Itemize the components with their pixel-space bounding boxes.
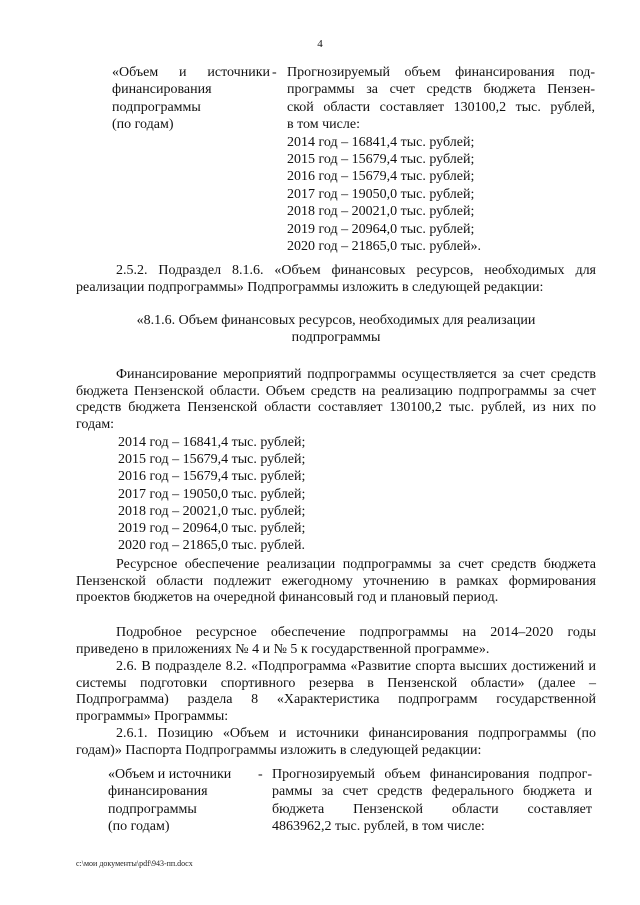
label-line: (по годам) [112, 117, 174, 133]
year-item: 2015 год – 15679,4 тыс. рублей; [118, 452, 306, 468]
value-line: программы за счет средств бюджета Пензен- [287, 82, 595, 98]
year-item: 2020 год – 21865,0 тыс. рублей. [118, 538, 305, 554]
passport-row-2-label [108, 766, 256, 836]
page-number: 4 [317, 38, 323, 50]
year-item: 2014 год – 16841,4 тыс. рублей; [118, 435, 306, 450]
paragraph-detailed: Подробное ресурсное обеспечение подпрограммы на 2014–2020 годы приведено в приложениях № 4 и № 5 к государственной программе». [76, 625, 596, 657]
value-line: раммы за счет средств федерального бюджета и [272, 784, 592, 800]
dash-separator: - [258, 767, 263, 782]
year-item: 2018 год – 20021,0 тыс. рублей; [118, 503, 306, 519]
label-line: подпрограммы [112, 99, 201, 115]
year-item: 2016 год – 15679,4 тыс. рублей; [118, 469, 306, 485]
value-line: 2017 год – 19050,0 тыс. рублей; [287, 186, 475, 202]
value-line: 2018 год – 20021,0 тыс. рублей; [287, 204, 475, 220]
paragraph-2-6-1: 2.6.1. Позицию «Объем и источники финансирования подпрограммы (по годам)» Паспорта Подпрограммы изложить в следующей редакции: [76, 726, 596, 758]
label-line: (по годам) [108, 819, 170, 835]
paragraph-resource: Ресурсное обеспечение реализации подпрограммы за счет средств бюджета Пензенской области подлежит ежегодному уточнению в рамках формирования проектов бюджетов на очередной финансовый год и плановый период. [76, 557, 596, 606]
label-line: подпрограммы [108, 801, 197, 817]
label-line: «Объем и источники [108, 767, 232, 782]
paragraph-2-6: 2.6. В подразделе 8.2. «Подпрограмма «Развитие спорта высших достижений и системы подготовки спортивного резерва в Пензенской области» (далее – Подпрограмма) раздела 8 «Характеристика подпрограмм государственной программы» Программы: [76, 659, 596, 724]
footer-file-path: c:\мои документы\pdf\943-пп.docx [76, 859, 193, 868]
value-line: в том числе: [287, 117, 360, 133]
value-line: 2020 год – 21865,0 тыс. рублей». [287, 239, 481, 255]
value-line: 2014 год – 16841,4 тыс. рублей; [287, 134, 475, 150]
value-line: 2015 год – 15679,4 тыс. рублей; [287, 152, 475, 168]
paragraph-2-5-2: 2.5.2. Подраздел 8.1.6. «Объем финансовых ресурсов, необходимых для реализации подпрограммы» Подпрограммы изложить в следующей редакции: [76, 263, 596, 295]
passport-row-1-label [112, 64, 270, 134]
passport-row-2-value [272, 766, 592, 836]
label-line: финансирования [108, 784, 208, 800]
label-line: финансирования [112, 82, 212, 98]
value-line: Прогнозируемый объем финансирования под- [287, 65, 595, 80]
year-item: 2017 год – 19050,0 тыс. рублей; [118, 486, 306, 502]
value-line: 2019 год – 20964,0 тыс. рублей; [287, 221, 475, 237]
year-item: 2019 год – 20964,0 тыс. рублей; [118, 521, 306, 537]
paragraph-financing: Финансирование мероприятий подпрограммы осуществляется за счет средств бюджета Пензенской области. Объем средств на реализацию подпрограммы за счет средств бюджета Пензенской области составляет 130100,2 тыс. рублей, из них по годам: [76, 367, 596, 432]
label-line: «Объем и источники [112, 65, 270, 80]
value-line: 4863962,2 тыс. рублей, в том числе: [272, 819, 485, 835]
section-heading-line-2: подпрограммы [291, 329, 381, 345]
passport-row-1-value [287, 64, 595, 255]
value-line: ской области составляет 130100,2 тыс. рублей, [287, 99, 595, 115]
value-line: бюджета Пензенской области составляет [272, 801, 592, 817]
value-line: Прогнозируемый объем финансирования подпрог- [272, 767, 592, 782]
year-list [118, 434, 305, 554]
section-heading-line-1: «8.1.6. Объем финансовых ресурсов, необходимых для реализации [136, 313, 536, 328]
dash-separator: - [272, 65, 277, 80]
section-heading [76, 313, 596, 346]
value-line: 2016 год – 15679,4 тыс. рублей; [287, 169, 475, 185]
